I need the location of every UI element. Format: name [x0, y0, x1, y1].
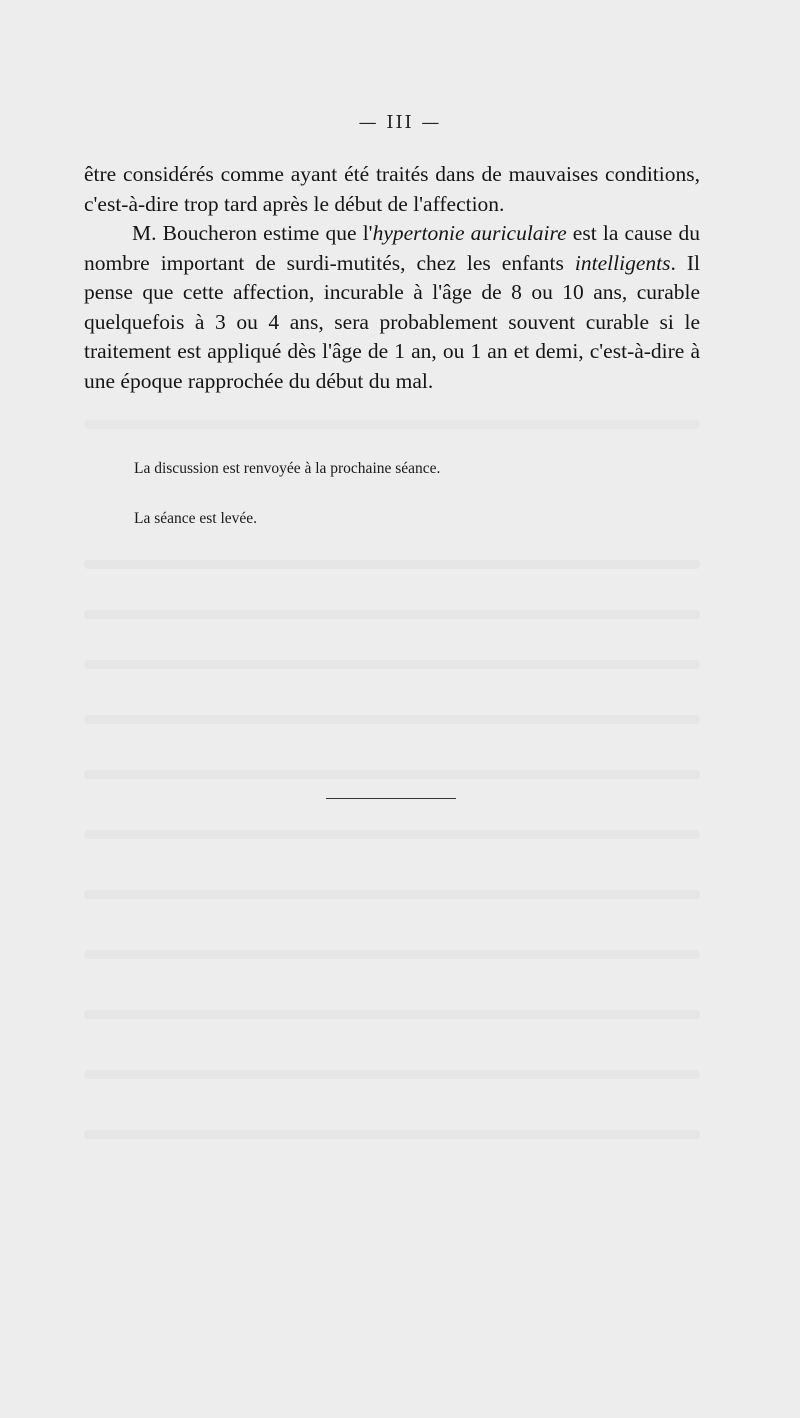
- show-through: [84, 830, 700, 839]
- page-number: — III —: [358, 112, 442, 133]
- show-through: [84, 715, 700, 724]
- paragraph-boucheron: [84, 219, 700, 396]
- show-through: [84, 420, 700, 429]
- italic-term: intelligents: [574, 250, 671, 275]
- italic-term: hypertonie auriculaire: [372, 221, 567, 245]
- show-through: [84, 1130, 700, 1139]
- discussion-note: La discussion est renvoyée à la prochaine séance.: [134, 460, 441, 477]
- show-through: [84, 950, 700, 959]
- text-run: . Il pense que cette affection, incurable à l'âge de 8 ou 10 ans, curable quelquefois à 3 ou 4 ans, sera probablement souvent curable si le traitement est appliqué dès l'âge de 1 an, ou 1 an et demi, c'est-à-dire à une époque rapprochée du début du mal.: [84, 250, 701, 393]
- paragraph-continuation: être considérés comme ayant été traités dans de mauvaises conditions, c'est-à-dire trop tard après le début de l'affection.: [84, 162, 700, 216]
- separator-rule: [326, 798, 456, 799]
- adjournment-note: La séance est levée.: [134, 510, 258, 527]
- show-through: [84, 770, 700, 779]
- body-text: [84, 160, 700, 396]
- text-run: est la cause du nombre important de surdi-mutités, chez les enfants: [84, 221, 700, 275]
- show-through: [84, 660, 700, 669]
- show-through: [84, 1070, 700, 1079]
- show-through: [84, 890, 700, 899]
- show-through: [84, 560, 700, 569]
- text-run: M. Boucheron estime que l': [132, 221, 373, 245]
- show-through: [84, 1010, 700, 1019]
- show-through: [84, 610, 700, 619]
